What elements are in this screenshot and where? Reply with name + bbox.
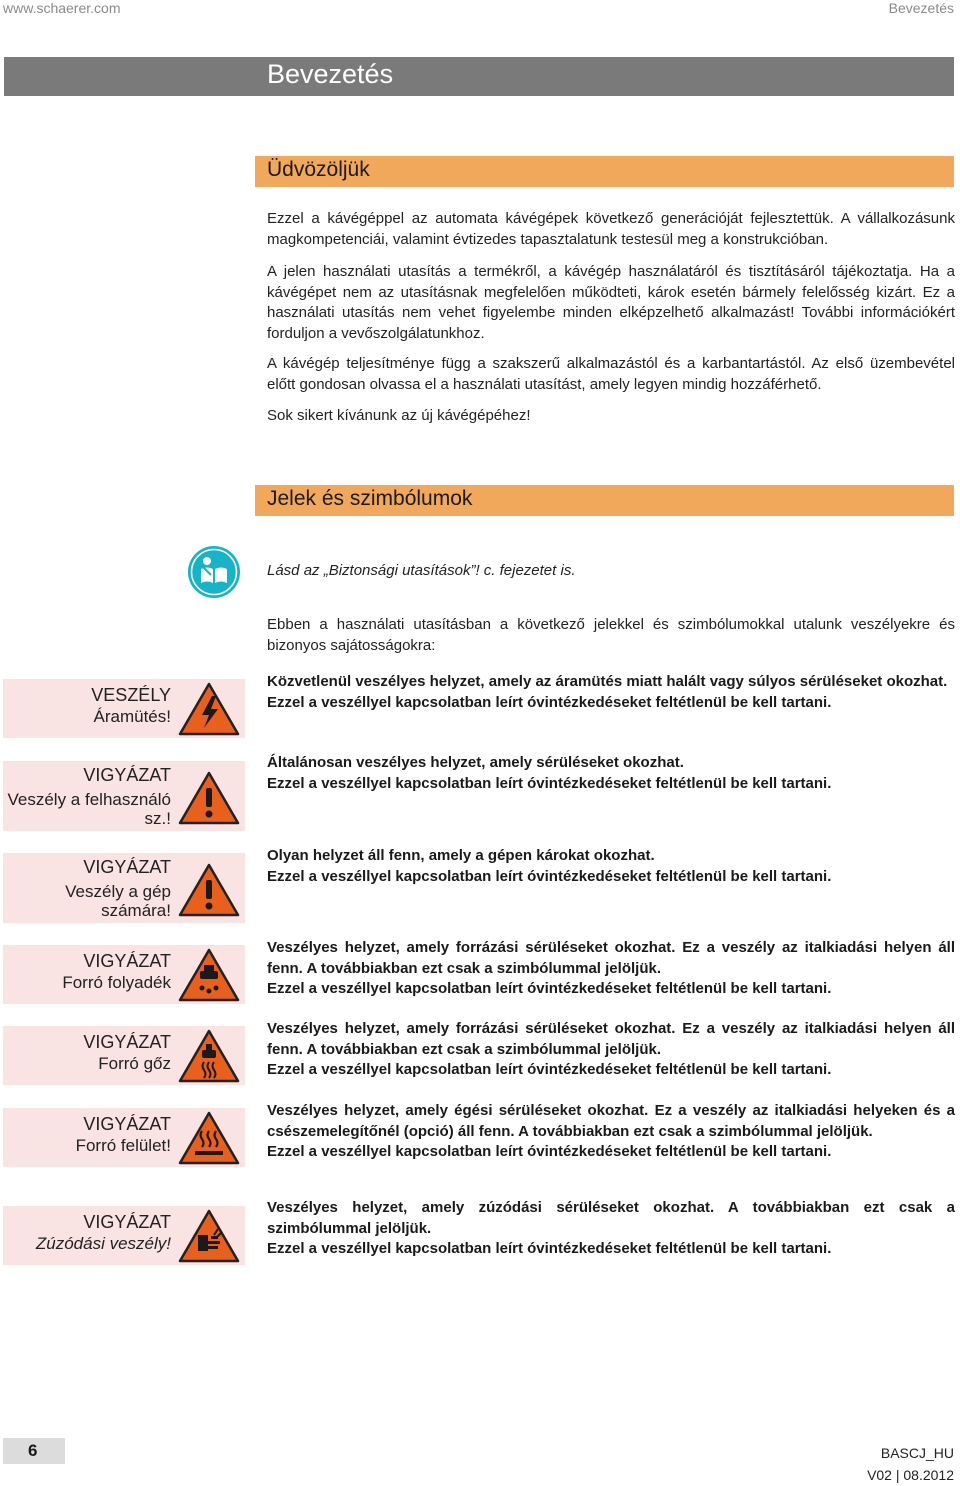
label-caution-user [3,761,245,831]
doc-code: BASCJ_HU [880,1445,954,1461]
warning-text-hot-surface [267,1101,955,1163]
welcome-paragraph-1: Ezzel a kávégéppel az automata kávégépek következő generációját fejlesztettük. A vállalkozásunk magkompetenciái, valamint évtizedes tapasztalatunk testesül meg a konstrukcióban. [267,210,955,248]
section-symbols-heading: Jelek és szimbólumok [267,487,473,510]
warning-line: Közvetlenül veszélyes helyzet, amely az áramütés miatt halált vagy súlyos sérüléseket okozhat. [267,673,948,690]
label-sub: Forró felület! [75,1136,171,1155]
label-head: VIGYÁZAT [83,1212,171,1232]
warning-line: Ezzel a veszéllyel kapcsolatban leírt óvintézkedéseket feltétlenül be kell tartani. [267,867,832,885]
warning-line: Ezzel a veszéllyel kapcsolatban leírt óvintézkedéseket feltétlenül be kell tartani. [267,693,832,711]
label-head: VESZÉLY [91,685,171,705]
welcome-paragraph-2: A jelen használati utasítás a termékről, a kávégép használatáról és tisztításáról tájékoztatja. Ha a kávégépet nem az utasításnak megfelelően működteti, károk esetén bármely felelősség kizárt. Ez a használati utasítás nem vehet figyelembe minden elképzelhető alkalmazást! További információkért forduljon a vevőszolgálatunkhoz. [267,263,955,342]
warning-line: Általánosan veszélyes helyzet, amely sérüléseket okozhat. [267,754,684,771]
label-sub: Veszély a gép számára! [65,882,171,920]
label-head: VIGYÁZAT [83,1114,171,1134]
warning-text-electric [267,672,955,713]
warning-line: Ezzel a veszéllyel kapcsolatban leírt óvintézkedéseket feltétlenül be kell tartani. [267,980,832,997]
label-head: VIGYÁZAT [83,1032,171,1052]
header-url[interactable]: www.schaerer.com [3,0,121,16]
label-head: VIGYÁZAT [83,951,171,971]
warning-line: Ezzel a veszéllyel kapcsolatban leírt óvintézkedéseket feltétlenül be kell tartani. [267,1143,832,1160]
label-hot-liquid [3,945,245,1004]
label-sub: Veszély a felhasználó sz.! [7,790,171,828]
electric-shock-icon [178,682,240,741]
hot-liquid-icon [178,948,240,1007]
warning-text-machine [267,846,955,887]
page-title: Bevezetés [267,59,394,89]
warning-text-hot-steam [267,1019,955,1081]
warning-text-crush [267,1198,955,1260]
label-sub: Forró gőz [98,1054,171,1073]
label-sub: Áramütés! [93,707,171,726]
section-symbols-band [255,485,954,516]
page-number: 6 [28,1441,38,1460]
warning-line: Ezzel a veszéllyel kapcsolatban leírt óvintézkedéseket feltétlenül be kell tartani. [267,1061,832,1078]
warning-line: Ezzel a veszéllyel kapcsolatban leírt óvintézkedéseket feltétlenül be kell tartani. [267,774,832,792]
welcome-paragraph-3: A kávégép teljesítménye függ a szakszerű alkalmazástól és a karbantartástól. Az első üzembevétel előtt gondosan olvassa el a használati utasítást, amely legyen mindig hozzáférhető. [267,355,955,393]
page-title-band [4,57,954,96]
warning-line: Veszélyes helyzet, amely forrázási sérüléseket okozhat. Ez a veszély az italkiadási helyen áll fenn. A továbbiakban ezt csak a szimbólummal jelöljük. [267,939,955,977]
hot-steam-icon [178,1029,240,1088]
warning-line: Veszélyes helyzet, amely zúzódási sérüléseket okozhat. A továbbiakban ezt csak a szimbólummal jelöljük. [267,1199,955,1237]
label-hot-surface [3,1108,245,1167]
doc-version: V02 | 08.2012 [867,1467,954,1483]
label-crush-hazard [3,1206,245,1265]
section-welcome-band [255,156,954,187]
label-head: VIGYÁZAT [83,857,171,877]
footer-doc-info [867,1442,954,1486]
label-sub: Zúzódási veszély! [35,1234,171,1253]
warning-line: Ezzel a veszéllyel kapcsolatban leírt óvintézkedéseket feltétlenül be kell tartani. [267,1240,832,1257]
exclamation-icon [178,863,240,922]
see-also-text: Lásd az „Biztonsági utasítások”! c. fejezetet is. [267,562,576,579]
page-number-band [3,1438,65,1464]
warning-text-user [267,753,955,794]
welcome-paragraph-4: Sok sikert kívánunk az új kávégépéhez! [267,407,531,424]
warning-line: Olyan helyzet áll fenn, amely a gépen károkat okozhat. [267,847,655,864]
label-danger-electric [3,679,245,738]
symbols-intro: Ebben a használati utasításban a következő jelekkel és szimbólumokkal utalunk veszélyekre és bizonyos sajátosságokra: [267,616,955,654]
label-hot-steam [3,1026,245,1085]
hot-surface-icon [178,1111,240,1170]
exclamation-icon [178,771,240,830]
warning-line: Veszélyes helyzet, amely égési sérüléseket okozhat. Ez a veszély az italkiadási helyeken és a csészemelegítőnél (opció) áll fenn. A továbbiakban ezt csak a szimbólummal jelöljük. [267,1102,955,1140]
label-sub: Forró folyadék [62,973,171,992]
label-head: VIGYÁZAT [83,765,171,785]
section-welcome-heading: Üdvözöljük [267,158,370,181]
warning-line: Veszélyes helyzet, amely forrázási sérüléseket okozhat. Ez a veszély az italkiadási helyen áll fenn. A továbbiakban ezt csak a szimbólummal jelöljük. [267,1020,955,1058]
crush-hazard-icon [178,1209,240,1268]
label-caution-machine [3,853,245,923]
read-manual-icon [187,545,241,599]
warning-text-hot-liquid [267,938,955,1000]
header-section: Bevezetés [888,0,954,16]
